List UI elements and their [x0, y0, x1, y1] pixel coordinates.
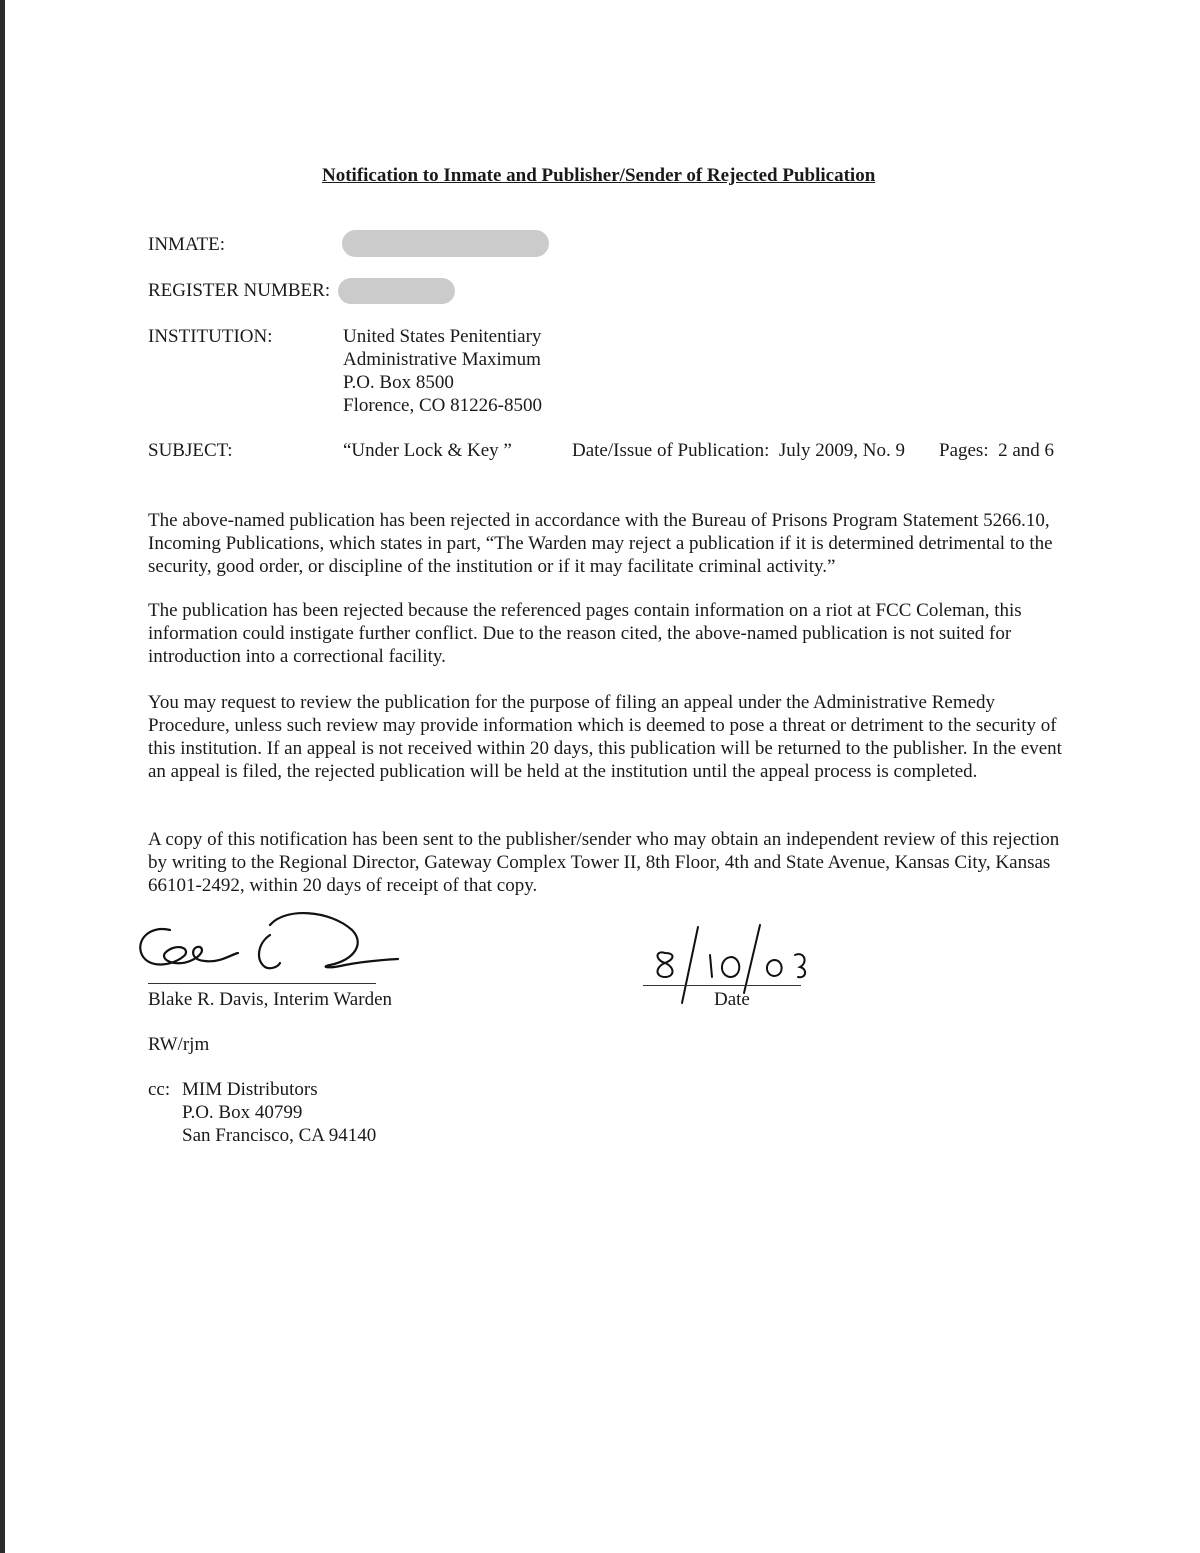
issue-text: Date/Issue of Publication: July 2009, No. 9: [572, 440, 905, 461]
institution-line: Florence, CO 81226-8500: [343, 395, 542, 416]
inmate-redaction: [342, 230, 549, 257]
cc-line: P.O. Box 40799: [182, 1102, 303, 1123]
document-title: Notification to Inmate and Publisher/Sender of Rejected Publication: [322, 165, 876, 186]
register-number-label: REGISTER NUMBER:: [148, 280, 331, 301]
cc-line: MIM Distributors: [182, 1079, 318, 1100]
body-paragraph: The publication has been rejected because the referenced pages contain information on a riot at FCC Coleman, this information could instigate further conflict. Due to the reason cited, the above-named publication is not suited for introduction into a correctional facility.: [148, 600, 1022, 667]
body-paragraph: A copy of this notification has been sent to the publisher/sender who may obtain an independent review of this rejection by writing to the Regional Director, Gateway Complex Tower II, 8th Floor, 4th and State Avenue, Kansas City, Kansas 66101-2492, within 20 days of receipt of that copy.: [148, 829, 1060, 896]
body-paragraph: The above-named publication has been rejected in accordance with the Bureau of Prisons Program Statement 5266.10, Incoming Publications, which states in part, “The Warden may reject a publication if it is determined detrimental to the security, good order, or discipline of the institution or if it may facilitate criminal activity.”: [148, 510, 1053, 577]
scan-edge: [0, 0, 5, 1553]
institution-label: INSTITUTION:: [148, 326, 273, 347]
inmate-label: INMATE:: [148, 234, 226, 255]
body-paragraph: You may request to review the publication for the purpose of filing an appeal under the Administrative Remedy Procedure, unless such review may provide information which is deemed to pose a threat or detriment to the security of this institution. If an appeal is not received within 20 days, this publication will be returned to the publisher. In the event an appeal is filed, the rejected publication will be held at the institution until the appeal process is completed.: [148, 692, 1062, 782]
cc-address: [182, 1078, 376, 1147]
subject-label: SUBJECT:: [148, 440, 233, 461]
warden-signature: [130, 905, 410, 985]
subject-value: “Under Lock & Key ”: [343, 440, 512, 461]
institution-line: United States Penitentiary: [343, 326, 542, 347]
institution-line: P.O. Box 8500: [343, 372, 454, 393]
date-line: [643, 985, 801, 986]
signer-name: Blake R. Davis, Interim Warden: [148, 989, 393, 1010]
signature-line: [148, 983, 376, 984]
cc-line: San Francisco, CA 94140: [182, 1125, 377, 1146]
institution-line: Administrative Maximum: [343, 349, 541, 370]
pages-text: Pages: 2 and 6: [939, 440, 1055, 461]
register-number-redaction: [338, 278, 455, 304]
institution-address: [343, 325, 542, 417]
date-label: Date: [714, 989, 750, 1010]
cc-label: cc:: [148, 1079, 171, 1100]
initials: RW/rjm: [148, 1034, 210, 1055]
